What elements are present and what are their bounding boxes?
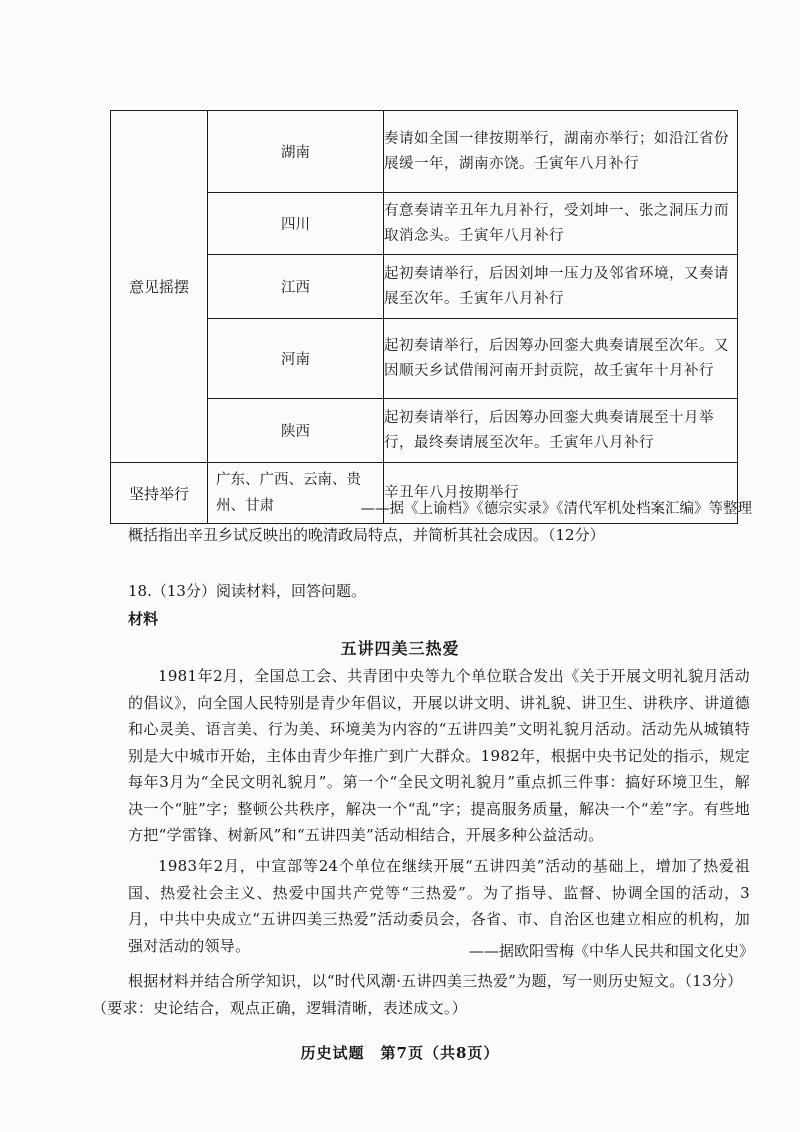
material-label: 材料	[128, 610, 159, 628]
province-cell: 江西	[208, 255, 384, 319]
table-source: ——据《上谕档》《德宗实录》《清代军机处档案汇编》等整理	[360, 501, 752, 517]
material-source: ——据欧阳雪梅《中华人民共和国文化史》	[468, 942, 754, 960]
province-cell: 广东、广西、云南、贵州、甘肃	[208, 463, 384, 524]
province-cell: 陕西	[208, 399, 384, 463]
province-cell: 河南	[208, 319, 384, 399]
note-cell: 起初奏请举行，后因筹办回銮大典奏请展至次年。又因顺天乡试借闱河南开封贡院，故壬寅年十月补行	[384, 319, 738, 399]
material-paragraph-2: 1983年2月，中宣部等24个单位在继续开展“五讲四美”活动的基础上，增加了热爱祖国、热爱社会主义、热爱中国共产党等“三热爱”。为了指导、监督、协调全国的活动，3月，中共中央成立“五讲四美三热爱”活动委员会，各省、市、自治区也建立相应的机构，加强对活动的领导。	[128, 857, 750, 955]
question-17-prompt: 概括指出辛丑乡试反映出的晚清政局特点，并简析其社会成因。（12分）	[128, 526, 605, 544]
province-cell: 四川	[208, 193, 384, 255]
material-title: 五讲四美三热爱	[340, 639, 460, 658]
note-cell: 起初奏请举行，后因筹办回銮大典奏请展至十月举行，最终奏请展至次年。壬寅年八月补行	[384, 399, 738, 463]
material-paragraph-1: 1981年2月，全国总工会、共青团中央等九个单位联合发出《关于开展文明礼貌月活动的倡议》，向全国人民特别是青少年倡议，开展以讲文明、讲礼貌、讲卫生、讲秩序、讲道德和心灵美、语言美、行为美、环境美为内容的“五讲四美”文明礼貌月活动。活动先从城镇特别是大中城市开始，主体由青少年推广到广大群众。1982年，根据中央书记处的指示，规定每年3月为“全民文明礼貌月”。第一个“全民文明礼貌月”重点抓三件事：搞好环境卫生，解决一个“脏”字；整顿公共秩序，解决一个“乱”字；提高服务质量，解决一个“差”字。有些地方把“学雷锋、树新风”和“五讲四美”活动相结合，开展多种公益活动。	[128, 667, 750, 844]
note-cell: 有意奏请辛丑年九月补行，受刘坤一、张之洞压力而取消念头。壬寅年八月补行	[384, 193, 738, 255]
category-cell-wavering: 意见摇摆	[111, 111, 208, 463]
question-18-task: 根据材料并结合所学知识，以“时代风潮·五讲四美三热爱”为题，写一则历史短文。（13分）（要求：史论结合，观点正确，逻辑清晰，表述成文。）	[92, 972, 743, 1017]
province-exam-table	[110, 110, 738, 524]
province-cell: 湖南	[208, 111, 384, 193]
question-18-heading: 18.（13分）阅读材料，回答问题。	[128, 582, 366, 600]
note-cell: 奏请如全国一律按期举行，湖南亦举行；如沿江省份展缓一年，湖南亦饶。壬寅年八月补行	[384, 111, 738, 193]
note-cell: 辛丑年八月按期举行	[384, 463, 738, 524]
table-row	[111, 111, 738, 193]
note-cell: 起初奏请举行，后因刘坤一压力及邻省环境，又奏请展至次年。壬寅年八月补行	[384, 255, 738, 319]
page-footer: 历史试题 第7页（共8页）	[300, 1044, 500, 1062]
category-cell-persist: 坚持举行	[111, 463, 208, 524]
